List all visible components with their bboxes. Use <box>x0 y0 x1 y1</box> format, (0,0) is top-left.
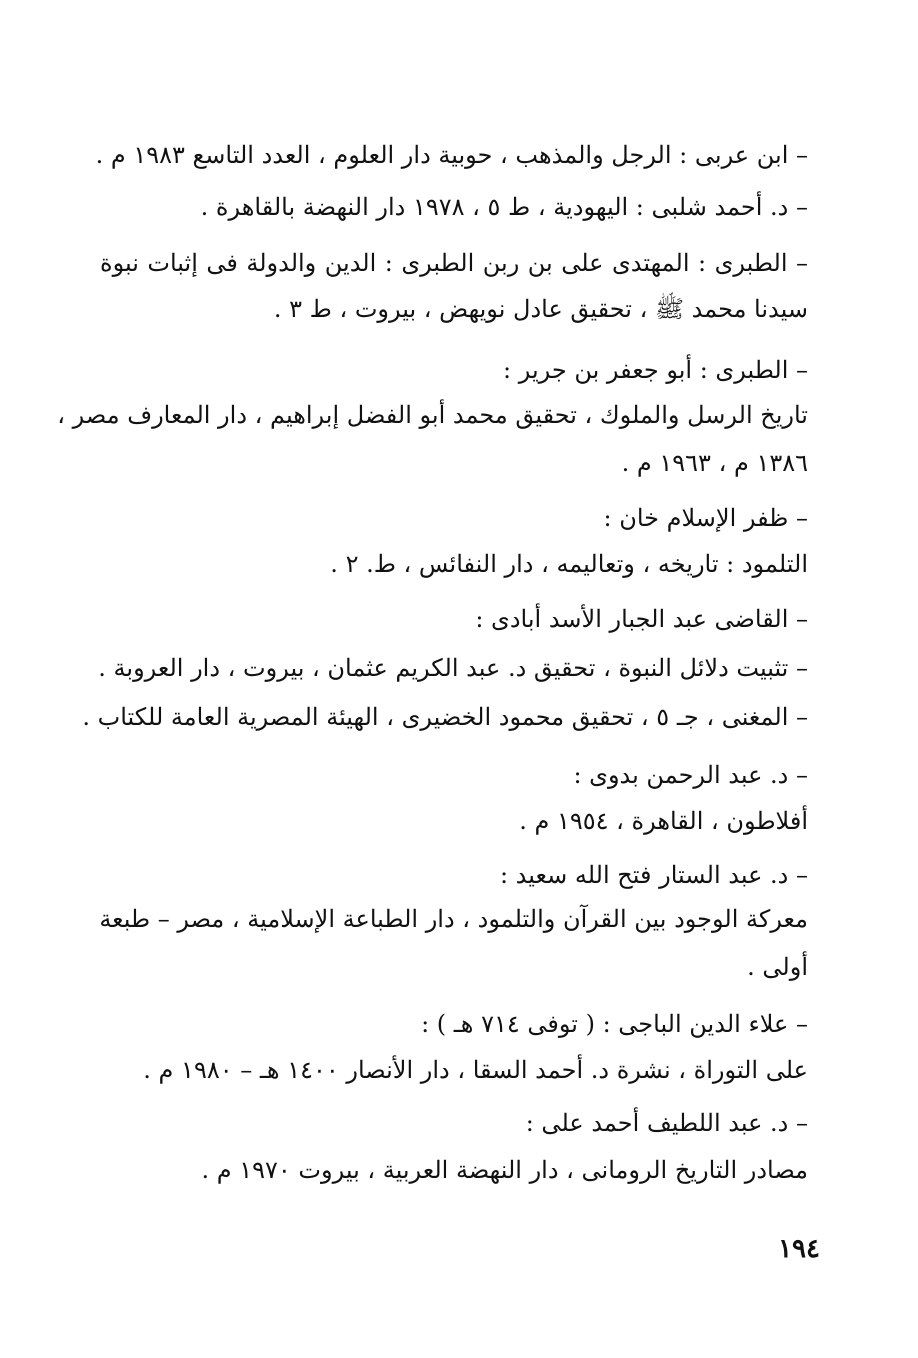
bibliography-entry-ahmad-shalabi: – د. أحمد شلبى : اليهودية ، ط ٥ ، ١٩٧٨ دار النهضة بالقاهرة . <box>200 193 808 221</box>
bibliography-author-abd-al-latif-ahmad-ali: – د. عبد اللطيف أحمد على : <box>525 1109 808 1137</box>
bibliography-author-ala-al-din-al-baji: – علاء الدين الباجى : ( توفى ٧١٤ هـ ) : <box>421 1010 808 1038</box>
bibliography-author-zafar-al-islam-khan: – ظفر الإسلام خان : <box>603 504 808 532</box>
bibliography-work-tarikh-al-rusul: تاريخ الرسل والملوك ، تحقيق محمد أبو الفضل إبراهيم ، دار المعارف مصر ، <box>57 401 808 429</box>
page-number: ١٩٤ <box>778 1234 820 1264</box>
bibliography-work-aflatun: أفلاطون ، القاهرة ، ١٩٥٤ م . <box>519 807 808 835</box>
bibliography-work-maarakat-al-wujud-edition: أولى . <box>747 953 808 981</box>
bibliography-work-mughni: – المغنى ، جـ ٥ ، تحقيق محمود الخضيرى ، الهيئة المصرية العامة للكتاب . <box>82 703 808 731</box>
bibliography-author-tabari-abu-jafar: – الطبرى : أبو جعفر بن جرير : <box>502 356 808 384</box>
bibliography-author-qadi-abd-al-jabbar: – القاضى عبد الجبار الأسد أبادى : <box>475 605 808 633</box>
bibliography-work-tarikh-al-rusul-dates: ١٣٨٦ م ، ١٩٦٣ م . <box>621 449 808 477</box>
bibliography-work-maarakat-al-wujud: معركة الوجود بين القرآن والتلمود ، دار الطباعة الإسلامية ، مصر – طبعة <box>99 905 808 933</box>
bibliography-work-tathbit: – تثبيت دلائل النبوة ، تحقيق د. عبد الكريم عثمان ، بيروت ، دار العروبة . <box>98 654 808 682</box>
bibliography-entry-tabari-muhtadi: – الطبرى : المهتدى على بن ربن الطبرى : الدين والدولة فى إثبات نبوة <box>100 249 808 277</box>
bibliography-author-abd-al-sattar: – د. عبد الستار فتح الله سعيد : <box>499 861 808 889</box>
bibliography-work-talmud: التلمود : تاريخه ، وتعاليمه ، دار النفائس ، ط. ٢ . <box>330 550 808 578</box>
bibliography-entry-ibn-arabi: – ابن عربى : الرجل والمذهب ، حوبية دار العلوم ، العدد التاسع ١٩٨٣ م . <box>95 141 808 169</box>
bibliography-entry-tabari-muhtadi-continuation: سيدنا محمد ﷺ ، تحقيق عادل نويهض ، بيروت ، ط ٣ . <box>273 295 808 323</box>
bibliography-author-abd-al-rahman-badawi: – د. عبد الرحمن بدوى : <box>573 761 808 789</box>
bibliography-work-masadir-al-tarikh: مصادر التاريخ الرومانى ، دار النهضة العربية ، بيروت ١٩٧٠ م . <box>201 1156 808 1184</box>
bibliography-work-ala-al-tawrat: على التوراة ، نشرة د. أحمد السقا ، دار الأنصار ١٤٠٠ هـ – ١٩٨٠ م . <box>143 1056 808 1084</box>
